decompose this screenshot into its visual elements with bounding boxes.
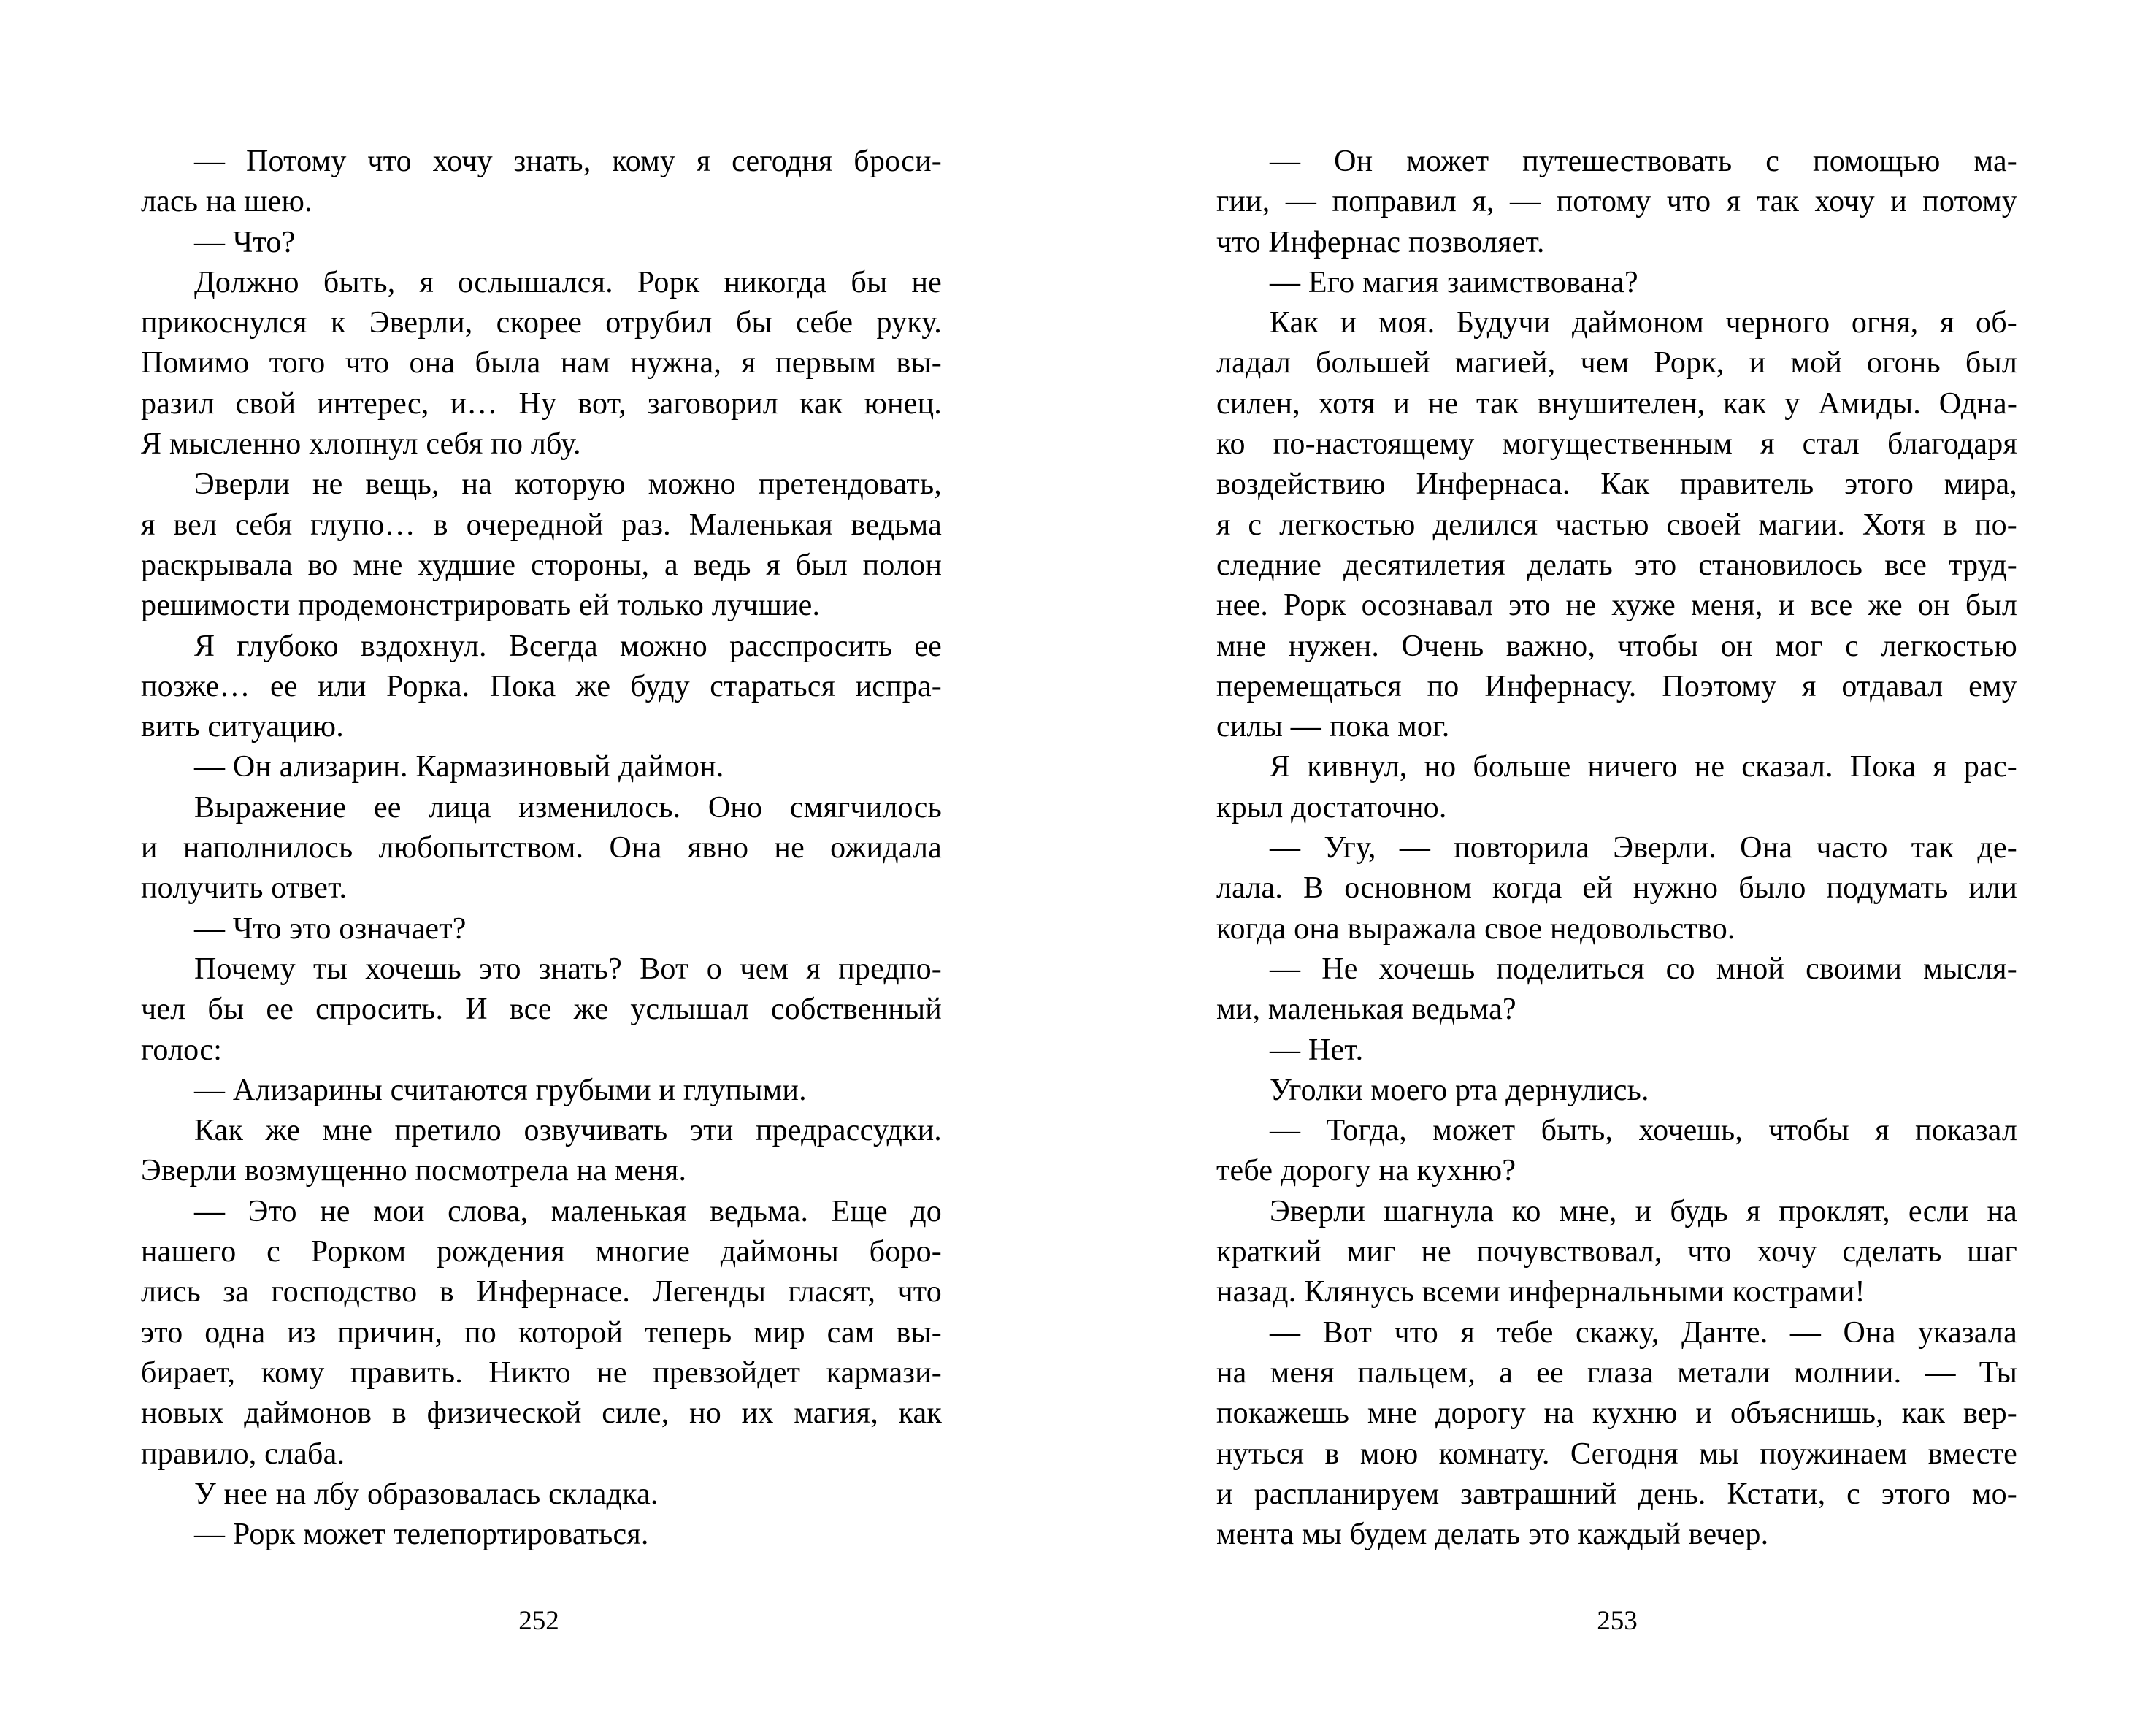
text-line: когда она выражала свое недовольство. xyxy=(1216,911,1735,946)
text-line: — Вот что я тебе скажу, Данте. — Она указала xyxy=(1270,1315,2017,1350)
text-line: нашего с Рорком рождения многие даймоны боро- xyxy=(141,1235,942,1269)
text-line: воздействию Инфернаса. Как правитель этого мира, xyxy=(1216,467,2017,502)
text-line: — Тогда, может быть, хочешь, чтобы я показал xyxy=(1270,1114,2017,1148)
text-line: Эверли не вещь, на которую можно претендовать, xyxy=(194,467,942,502)
text-line: мента мы будем делать это каждый вечер. xyxy=(1216,1518,1769,1552)
text-line: Я глубоко вздохнул. Всегда можно расспросить ее xyxy=(194,629,942,663)
text-line: силен, хотя и не так внушителен, как у Амиды. Одна- xyxy=(1216,386,2017,421)
text-line: я с легкостью делился частью своей магии. Хотя в по- xyxy=(1216,508,2017,542)
text-line: я вел себя глупо… в очередной раз. Маленькая ведьма xyxy=(141,508,942,542)
text-line: ми, маленькая ведьма? xyxy=(1216,992,1516,1027)
text-line: Почему ты хочешь это знать? Вот о чем я предпо- xyxy=(194,952,942,986)
text-line: Как и моя. Будучи даймоном черного огня, я об- xyxy=(1270,306,2017,340)
text-line: Уголки моего рта дернулись. xyxy=(1270,1073,1649,1107)
text-line: — Рорк может телепортироваться. xyxy=(194,1518,649,1552)
text-line: гии, — поправил я, — потому что я так хочу и потому xyxy=(1216,185,2017,219)
text-line: вить ситуацию. xyxy=(141,710,344,744)
text-line: голос: xyxy=(141,1033,223,1067)
text-line: Помимо того что она была нам нужна, я первым вы- xyxy=(141,346,942,380)
text-line: новых даймонов в физической силе, но их магия, как xyxy=(141,1396,942,1431)
text-line: раскрывала во мне худшие стороны, а ведь я был полон xyxy=(141,548,942,582)
text-line: что Инфернас позволяет. xyxy=(1216,225,1545,259)
text-line: — Нет. xyxy=(1270,1033,1364,1067)
text-line: и наполнилось любопытством. Она явно не ожидала xyxy=(141,831,942,865)
text-line: лала. В основном когда ей нужно было подумать или xyxy=(1216,871,2017,906)
text-line: следние десятилетия делать это становилось все труд- xyxy=(1216,548,2017,582)
text-line: — Он ализарин. Кармазиновый даймон. xyxy=(194,750,724,784)
text-line: назад. Клянусь всеми инфернальными кострами! xyxy=(1216,1275,1865,1309)
text-line: силы — пока мог. xyxy=(1216,710,1450,744)
text-line: это одна из причин, по которой теперь мир сам вы- xyxy=(141,1315,942,1350)
text-line: нуться в мою комнату. Сегодня мы поужинаем вместе xyxy=(1216,1437,2017,1471)
text-line: позже… ее или Рорка. Пока же буду стараться испра- xyxy=(141,669,942,703)
text-line: краткий миг не почувствовал, что хочу сделать шаг xyxy=(1216,1235,2017,1269)
text-line: — Ализарины считаются грубыми и глупыми. xyxy=(194,1073,807,1107)
text-line: — Это не мои слова, маленькая ведьма. Еще до xyxy=(194,1194,942,1228)
text-line: покажешь мне дорогу на кухню и объяснишь, как вер- xyxy=(1216,1396,2017,1431)
page-number-left: 252 xyxy=(518,1606,559,1636)
text-line: перемещаться по Инфернасу. Поэтому я отдавал ему xyxy=(1216,669,2017,703)
text-line: Я мысленно хлопнул себя по лбу. xyxy=(141,427,581,462)
text-line: Эверли возмущенно посмотрела на меня. xyxy=(141,1154,687,1188)
text-line: на меня пальцем, а ее глаза метали молнии. — Ты xyxy=(1216,1355,2017,1390)
text-line: — Что это означает? xyxy=(194,911,467,946)
text-line: Я кивнул, но больше ничего не сказал. Пока я рас- xyxy=(1270,750,2017,784)
text-line: нее. Рорк осознавал это не хуже меня, и все же он был xyxy=(1216,589,2017,623)
text-line: мне нужен. Очень важно, чтобы он мог с легкостью xyxy=(1216,629,2017,663)
text-line: Выражение ее лица изменилось. Оно смягчилось xyxy=(194,790,942,825)
text-line: крыл достаточно. xyxy=(1216,790,1447,825)
text-line: Эверли шагнула ко мне, и будь я проклят, если на xyxy=(1270,1194,2017,1228)
text-line: прикоснулся к Эверли, скорее отрубил бы себе руку. xyxy=(141,306,942,340)
text-line: — Его магия заимствована? xyxy=(1270,265,1638,299)
page-left-text-column xyxy=(141,142,942,1555)
text-line: бирает, кому править. Никто не превзойдет кармази- xyxy=(141,1355,942,1390)
text-line: — Не хочешь поделиться со мной своими мысля- xyxy=(1270,952,2017,986)
page-number-right: 253 xyxy=(1597,1606,1638,1636)
text-line: и распланируем завтрашний день. Кстати, с этого мо- xyxy=(1216,1477,2017,1511)
text-line: лась на шею. xyxy=(141,185,312,219)
text-line: ладал большей магией, чем Рорк, и мой огонь был xyxy=(1216,346,2017,380)
text-line: тебе дорогу на кухню? xyxy=(1216,1154,1516,1188)
page-right-text-column xyxy=(1216,142,2017,1555)
text-line: Как же мне претило озвучивать эти предрассудки. xyxy=(194,1114,942,1148)
text-line: получить ответ. xyxy=(141,871,348,906)
text-line: У нее на лбу образовалась складка. xyxy=(194,1477,659,1511)
text-line: разил свой интерес, и… Ну вот, заговорил как юнец. xyxy=(141,386,942,421)
text-line: правило, слаба. xyxy=(141,1437,345,1471)
text-line: — Что? xyxy=(194,225,296,259)
text-line: лись за господство в Инфернасе. Легенды гласят, что xyxy=(141,1275,942,1309)
text-line: ко по-настоящему могущественным я стал благодаря xyxy=(1216,427,2017,462)
text-line: чел бы ее спросить. И все же услышал собственный xyxy=(141,992,942,1027)
text-line: — Потому что хочу знать, кому я сегодня броси- xyxy=(194,145,942,178)
text-line: решимости продемонстрировать ей только лучшие. xyxy=(141,589,821,623)
text-line: Должно быть, я ослышался. Рорк никогда бы не xyxy=(194,265,942,299)
text-line: — Он может путешествовать с помощью ма- xyxy=(1270,145,2017,178)
text-line: — Угу, — повторила Эверли. Она часто так де- xyxy=(1270,831,2017,865)
